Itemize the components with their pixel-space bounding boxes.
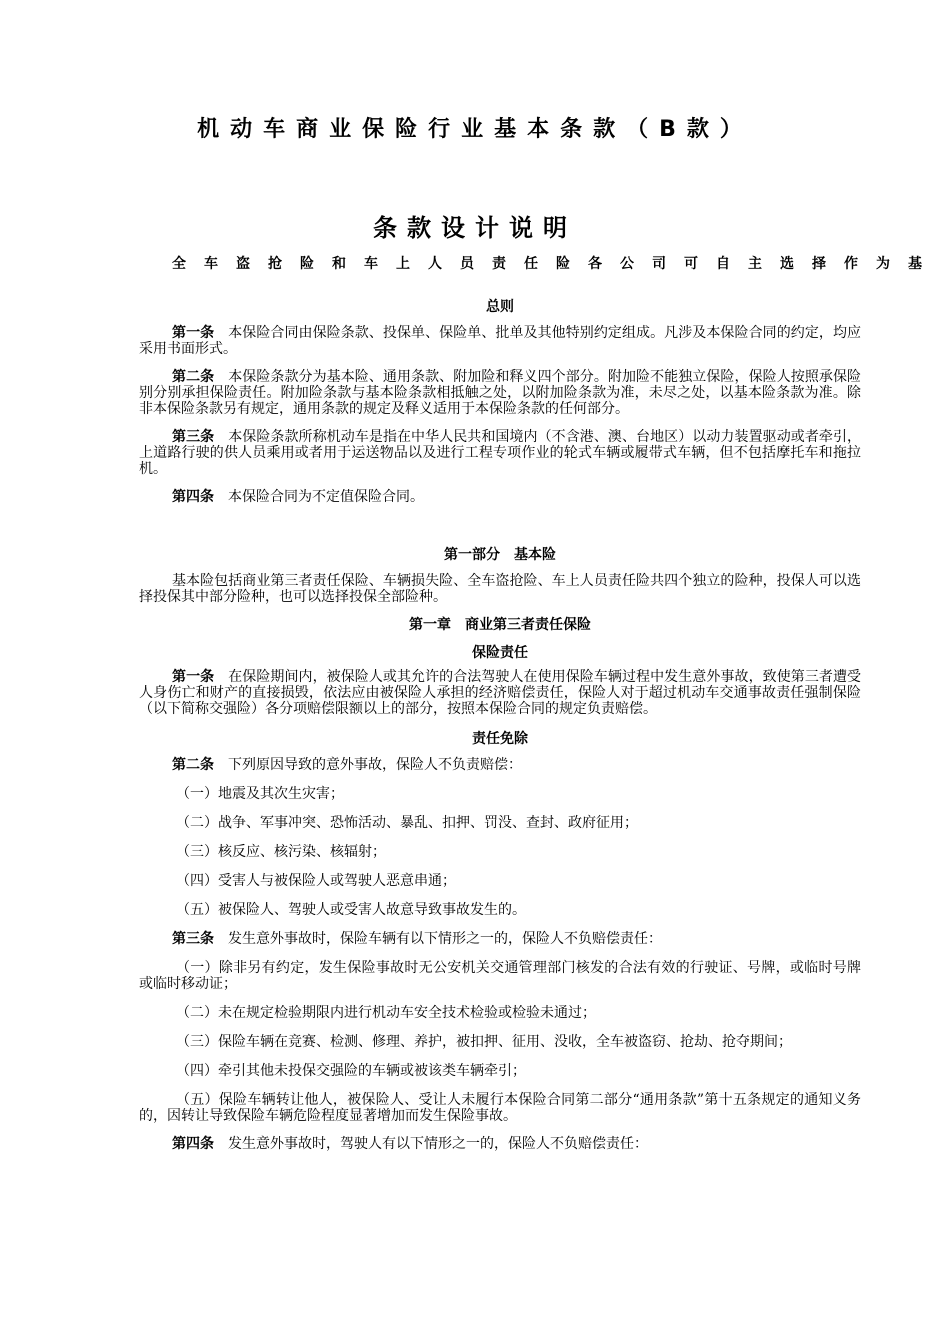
- article-label: 第二条: [172, 369, 215, 385]
- chapter1-article-1: [139, 669, 861, 717]
- article-3-item-3: （三）保险车辆在竞赛、检测、修理、养护，被扣押、征用、没收，全车被盗窃、抢劫、抢夺期间；: [176, 1034, 792, 1050]
- article-2-item-3: （三）核反应、核污染、核辐射；: [176, 844, 386, 860]
- chapter1-heading: 第一章 商业第三者责任保险: [409, 617, 591, 633]
- article-text: 在保险期间内，被保险人或其允许的合法驾驶人在使用保险车辆过程中发生意外事故，致使第三者遭受人身伤亡和财产的直接损毁，依法应由被保险人承担的经济赔偿责任，保险人对于超过机动车交通事故责任强制保险（以下简称交强险）各分项赔偿限额以上的部分，按照本保险合同的规定负责赔偿。: [139, 669, 862, 717]
- article-2-item-4: （四）受害人与被保险人或驾驶人恶意串通；: [176, 873, 456, 889]
- article-2-item-5: （五）被保险人、驾驶人或受害人故意导致事故发生的。: [176, 902, 526, 918]
- article-text: 本保险条款分为基本险、通用条款、附加险和释义四个部分。附加险不能独立保险，保险人按照承保险别分别承担保险责任。附加险条款与基本险条款相抵触之处，以附加险条款为准，未尽之处，以基本险条款为准。除非本保险条款另有规定，通用条款的规定及释义适用于本保险条款的任何部分。: [139, 369, 862, 417]
- liability-heading: 保险责任: [472, 645, 528, 661]
- document-body: [139, 297, 861, 1152]
- article-2-item-1: （一）地震及其次生灾害；: [176, 786, 344, 802]
- general-article-2: [139, 369, 861, 417]
- article-2-item-2: （二）战争、军事冲突、恐怖活动、暴乱、扣押、罚没、查封、政府征用；: [176, 815, 638, 831]
- article-label: 第四条: [172, 489, 214, 505]
- article-label: 第三条: [172, 429, 215, 445]
- part1-intro: 基本险包括商业第三者责任保险、车辆损失险、全车盗抢险、车上人员责任险共四个独立的险种，投保人可以选择投保其中部分险种，也可以选择投保全部险种。: [139, 573, 861, 605]
- article-label: 第四条: [172, 1136, 214, 1152]
- design-heading: 条款设计说明: [373, 214, 577, 242]
- general-heading: 总则: [486, 299, 514, 315]
- article-text: 发生意外事故时，驾驶人有以下情形之一的，保险人不负赔偿责任：: [228, 1136, 648, 1152]
- article-label: 第三条: [172, 931, 214, 947]
- article-3-item-2: （二）未在规定检验期限内进行机动车安全技术检验或检验未通过；: [176, 1005, 596, 1021]
- general-article-4: [139, 489, 861, 505]
- article-text: 本保险条款所称机动车是指在中华人民共和国境内（不含港、澳、台地区）以动力装置驱动或者牵引，上道路行驶的供人员乘用或者用于运送物品以及进行工程专项作业的轮式车辆或履带式车辆，但不包括摩托车和拖拉机。: [139, 429, 862, 477]
- document-title: 机动车商业保险行业基本条款（B款）: [197, 117, 753, 142]
- exclusion-heading: 责任免除: [472, 731, 528, 747]
- chapter1-article-2: [139, 757, 861, 773]
- article-3-item-1: （一）除非另有约定，发生保险事故时无公安机关交通管理部门核发的合法有效的行驶证、号牌，或临时号牌或临时移动证；: [139, 960, 861, 992]
- part1-heading: 第一部分 基本险: [444, 547, 556, 563]
- chapter1-article-3: [139, 931, 861, 947]
- general-article-1: [139, 325, 861, 357]
- article-text: 本保险合同由保险条款、投保单、保险单、批单及其他特别约定组成。凡涉及本保险合同的约定，均应采用书面形式。: [139, 325, 862, 357]
- article-label: 第二条: [172, 757, 214, 773]
- article-3-item-5: （五）保险车辆转让他人，被保险人、受让人未履行本保险合同第二部分“通用条款”第十五条规定的通知义务的，因转让导致保险车辆危险程度显著增加而发生保险事故。: [139, 1092, 861, 1124]
- article-text: 下列原因导致的意外事故，保险人不负责赔偿：: [228, 757, 522, 773]
- article-3-item-4: （四）牵引其他未投保交强险的车辆或被该类车辆牵引；: [176, 1063, 526, 1079]
- article-text: 本保险合同为不定值保险合同。: [228, 489, 424, 505]
- general-article-3: [139, 429, 861, 477]
- design-banner-text: 全车盗抢险和车上人员责任险各公司可自主选择作为基: [172, 256, 940, 272]
- chapter1-article-4: [139, 1136, 861, 1152]
- article-text: 发生意外事故时，保险车辆有以下情形之一的，保险人不负赔偿责任：: [228, 931, 662, 947]
- article-label: 第一条: [172, 325, 215, 341]
- article-label: 第一条: [172, 669, 215, 685]
